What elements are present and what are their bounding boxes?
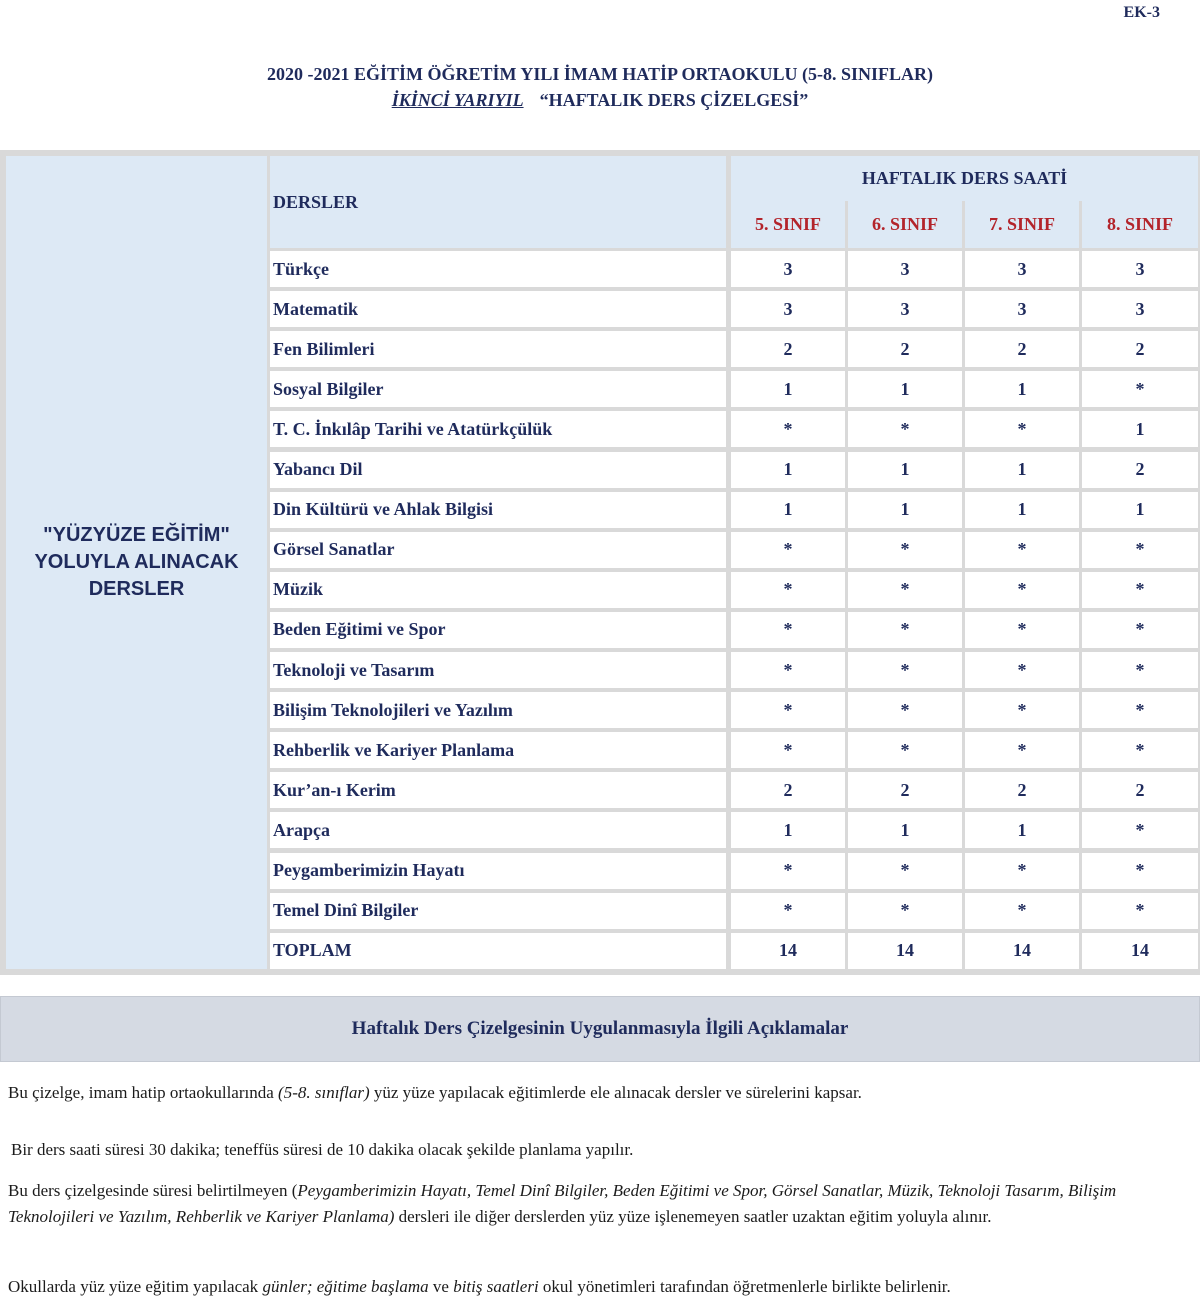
weekly-hours-header: HAFTALIK DERS SAATİ xyxy=(731,156,1198,201)
hours-cell: * xyxy=(1082,692,1198,728)
hours-cell: 14 xyxy=(731,933,845,969)
table-row xyxy=(0,371,1200,407)
hours-cell: * xyxy=(965,893,1079,929)
paragraph-schedule: Okullarda yüz yüze eğitim yapılacak günler; eğitime başlama ve bitiş saatleri okul yönetimleri tarafından öğretmenlerle birlikte belirlenir. xyxy=(8,1277,951,1296)
course-name: Rehberlik ve Kariyer Planlama xyxy=(270,732,726,768)
schedule-title: “HAFTALIK DERS ÇİZELGESİ” xyxy=(539,90,809,110)
hours-cell: 14 xyxy=(848,933,962,969)
course-name: Yabancı Dil xyxy=(270,452,726,488)
hours-cell: * xyxy=(848,893,962,929)
hours-cell: 1 xyxy=(848,492,962,528)
course-name: Türkçe xyxy=(270,251,726,287)
hours-cell: * xyxy=(965,652,1079,688)
hours-cell: 1 xyxy=(965,492,1079,528)
course-name: Teknoloji ve Tasarım xyxy=(270,652,726,688)
class-header: 7. SINIF xyxy=(965,201,1079,248)
courses-header: DERSLER xyxy=(270,156,726,248)
hours-cell: 2 xyxy=(1082,331,1198,367)
hours-cell: 1 xyxy=(731,492,845,528)
course-name: Peygamberimizin Hayatı xyxy=(270,853,726,889)
hours-cell: 3 xyxy=(848,291,962,327)
table-row xyxy=(0,812,1200,848)
course-name: Görsel Sanatlar xyxy=(270,532,726,568)
table-row xyxy=(0,251,1200,287)
table-row xyxy=(0,411,1200,447)
hours-cell: * xyxy=(731,652,845,688)
hours-cell: * xyxy=(731,692,845,728)
hours-cell: 2 xyxy=(848,331,962,367)
course-name: Fen Bilimleri xyxy=(270,331,726,367)
course-name: Temel Dinî Bilgiler xyxy=(270,893,726,929)
hours-cell: 3 xyxy=(1082,291,1198,327)
hours-cell: * xyxy=(731,532,845,568)
hours-cell: 2 xyxy=(1082,452,1198,488)
page-title: 2020 -2021 EĞİTİM ÖĞRETİM YILI İMAM HATİP ORTAOKULU (5-8. SINIFLAR) xyxy=(266,64,934,84)
course-name: Bilişim Teknolojileri ve Yazılım xyxy=(270,692,726,728)
table-row xyxy=(0,893,1200,929)
document-code: EK-3 xyxy=(1123,4,1160,21)
hours-cell: 1 xyxy=(731,812,845,848)
hours-cell: 3 xyxy=(731,291,845,327)
hours-cell: * xyxy=(965,732,1079,768)
hours-cell: * xyxy=(1082,652,1198,688)
hours-cell: 14 xyxy=(965,933,1079,969)
hours-cell: * xyxy=(848,572,962,608)
hours-cell: * xyxy=(731,893,845,929)
table-row xyxy=(0,692,1200,728)
course-name: Kur’an-ı Kerim xyxy=(270,772,726,808)
course-name: Sosyal Bilgiler xyxy=(270,371,726,407)
left-group-header: "YÜZYÜZE EĞİTİM" YOLUYLA ALINACAK DERSLER xyxy=(6,156,267,969)
hours-cell: 1 xyxy=(1082,411,1198,447)
schedule-table xyxy=(0,150,1200,975)
hours-cell: 3 xyxy=(965,291,1079,327)
hours-cell: * xyxy=(965,572,1079,608)
table-row xyxy=(0,732,1200,768)
table-row xyxy=(0,291,1200,327)
hours-cell: * xyxy=(1082,732,1198,768)
hours-cell: 14 xyxy=(1082,933,1198,969)
hours-cell: 1 xyxy=(848,812,962,848)
course-name: T. C. İnkılâp Tarihi ve Atatürkçülük xyxy=(270,411,726,447)
hours-cell: 1 xyxy=(848,452,962,488)
hours-cell: 1 xyxy=(965,812,1079,848)
paragraph-remote: Bu ders çizelgesinde süresi belirtilmeyen (Peygamberimizin Hayatı, Temel Dinî Bilgiler, Beden Eğitimi ve Spor, Görsel Sanatlar, Müzik, Teknoloji Tasarım, Bilişim Teknolojileri ve Yazılım, Rehberlik ve Kariyer Planlama) dersleri ile diğer derslerden yüz yüze işlenemeyen saatler uzaktan eğitim yoluyla alınır. xyxy=(8,1181,1117,1226)
paragraph-scope: Bu çizelge, imam hatip ortaokullarında (5-8. sınıflar) yüz yüze yapılacak eğitimlerde ele alınacak dersler ve sürelerini kapsar. xyxy=(8,1083,862,1102)
table-row xyxy=(0,532,1200,568)
course-name: Din Kültürü ve Ahlak Bilgisi xyxy=(270,492,726,528)
total-row xyxy=(0,933,1200,969)
hours-cell: * xyxy=(965,532,1079,568)
table-row xyxy=(0,652,1200,688)
hours-cell: 3 xyxy=(731,251,845,287)
course-name: Müzik xyxy=(270,572,726,608)
hours-cell: * xyxy=(731,732,845,768)
hours-cell: * xyxy=(848,532,962,568)
class-header: 6. SINIF xyxy=(848,201,962,248)
hours-cell: * xyxy=(965,692,1079,728)
hours-cell: * xyxy=(965,612,1079,648)
paragraph-duration: Bir ders saati süresi 30 dakika; teneffüs süresi de 10 dakika olacak şekilde planlama yapılır. xyxy=(11,1140,634,1159)
hours-cell: * xyxy=(848,411,962,447)
hours-cell: 2 xyxy=(965,331,1079,367)
hours-cell: * xyxy=(1082,572,1198,608)
hours-cell: 3 xyxy=(848,251,962,287)
hours-cell: * xyxy=(965,853,1079,889)
table-row xyxy=(0,452,1200,488)
hours-cell: * xyxy=(731,612,845,648)
hours-cell: * xyxy=(848,732,962,768)
table-row xyxy=(0,492,1200,528)
hours-cell: 1 xyxy=(1082,492,1198,528)
course-name: Matematik xyxy=(270,291,726,327)
page-subtitle xyxy=(0,90,1200,111)
hours-cell: * xyxy=(1082,893,1198,929)
hours-cell: * xyxy=(1082,371,1198,407)
hours-cell: * xyxy=(848,612,962,648)
hours-cell: 2 xyxy=(731,331,845,367)
hours-cell: 3 xyxy=(965,251,1079,287)
hours-cell: 1 xyxy=(965,452,1079,488)
table-row xyxy=(0,572,1200,608)
hours-cell: * xyxy=(965,411,1079,447)
hours-cell: * xyxy=(731,853,845,889)
hours-cell: 2 xyxy=(965,772,1079,808)
hours-cell: * xyxy=(1082,532,1198,568)
hours-cell: 1 xyxy=(965,371,1079,407)
semester-label: İKİNCİ YARIYIL xyxy=(391,90,524,110)
hours-cell: * xyxy=(1082,612,1198,648)
hours-cell: * xyxy=(731,572,845,608)
hours-cell: 1 xyxy=(848,371,962,407)
course-name: Arapça xyxy=(270,812,726,848)
hours-cell: * xyxy=(1082,812,1198,848)
hours-cell: 3 xyxy=(1082,251,1198,287)
class-header: 8. SINIF xyxy=(1082,201,1198,248)
table-row xyxy=(0,772,1200,808)
class-header: 5. SINIF xyxy=(731,201,845,248)
table-row xyxy=(0,853,1200,889)
hours-cell: 2 xyxy=(1082,772,1198,808)
hours-cell: * xyxy=(1082,853,1198,889)
hours-cell: * xyxy=(848,853,962,889)
hours-cell: * xyxy=(848,652,962,688)
course-name: TOPLAM xyxy=(270,933,726,969)
explanations-header: Haftalık Ders Çizelgesinin Uygulanmasıyla İlgili Açıklamalar xyxy=(0,996,1200,1062)
table-row xyxy=(0,331,1200,367)
hours-cell: 2 xyxy=(731,772,845,808)
hours-cell: 1 xyxy=(731,452,845,488)
course-name: Beden Eğitimi ve Spor xyxy=(270,612,726,648)
table-row xyxy=(0,612,1200,648)
hours-cell: * xyxy=(731,411,845,447)
hours-cell: 2 xyxy=(848,772,962,808)
hours-cell: 1 xyxy=(731,371,845,407)
hours-cell: * xyxy=(848,692,962,728)
